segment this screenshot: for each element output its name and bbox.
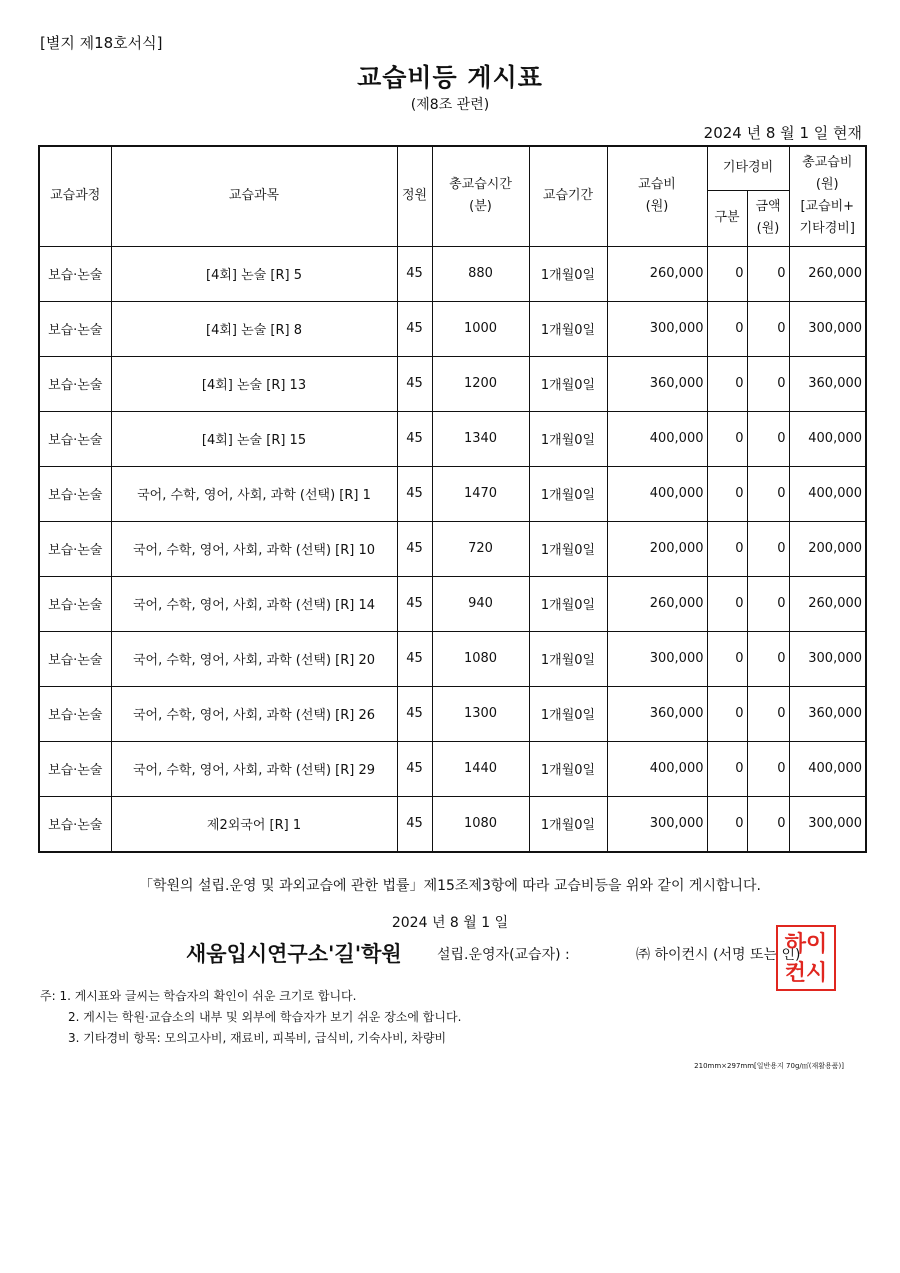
row-hours: 1300: [432, 686, 529, 741]
row-capacity: 45: [397, 246, 432, 301]
document-subtitle: (제8조 관련): [410, 97, 490, 113]
header-total-line3: [교습비+: [800, 199, 855, 215]
row-period: 1개월0일: [529, 576, 607, 631]
row-other-amount: 0: [747, 741, 789, 796]
fee-table-header: [39, 146, 866, 246]
header-total-line1: 총교습비: [802, 155, 853, 171]
footnotes: [40, 986, 461, 1049]
table-row: [39, 686, 866, 741]
operator-label: 설립.운영자(교습자) :: [437, 947, 570, 963]
header-hours-line2: (분): [469, 199, 492, 215]
row-fee: 300,000: [607, 631, 707, 686]
row-subject: [4회] 논술 [R] 15: [111, 411, 397, 466]
seal-line2: 컨시: [784, 961, 828, 986]
table-row: [39, 411, 866, 466]
header-hours: [432, 146, 529, 246]
row-subject: 국어, 수학, 영어, 사회, 과학 (선택) [R] 14: [111, 576, 397, 631]
row-other-amount: 0: [747, 631, 789, 686]
row-other-type: 0: [707, 576, 747, 631]
row-total: 260,000: [789, 576, 866, 631]
row-other-type: 0: [707, 521, 747, 576]
table-row: [39, 576, 866, 631]
row-hours: 1000: [432, 301, 529, 356]
row-other-type: 0: [707, 411, 747, 466]
row-course: 보습·논술: [39, 686, 111, 741]
header-other-amount-line2: (원): [756, 221, 780, 236]
fee-table: [38, 145, 867, 853]
row-course: 보습·논술: [39, 796, 111, 852]
table-row: [39, 521, 866, 576]
row-course: 보습·논술: [39, 576, 111, 631]
row-period: 1개월0일: [529, 686, 607, 741]
row-subject: 제2외국어 [R] 1: [111, 796, 397, 852]
row-capacity: 45: [397, 466, 432, 521]
row-capacity: 45: [397, 301, 432, 356]
header-other-type: 구분: [707, 190, 747, 246]
row-hours: 940: [432, 576, 529, 631]
row-other-type: 0: [707, 246, 747, 301]
row-subject: 국어, 수학, 영어, 사회, 과학 (선택) [R] 29: [111, 741, 397, 796]
row-fee: 260,000: [607, 576, 707, 631]
as-of-date: 2024 년 8 월 1 일 현재: [703, 124, 862, 142]
row-hours: 720: [432, 521, 529, 576]
footnote-2: 2. 게시는 학원·교습소의 내부 및 외부에 학습자가 보기 쉬운 장소에 합니다.: [68, 1010, 462, 1024]
row-capacity: 45: [397, 796, 432, 852]
posting-date: 2024 년 8 월 1 일: [391, 915, 509, 931]
row-period: 1개월0일: [529, 631, 607, 686]
header-hours-line1: 총교습시간: [449, 177, 512, 193]
paper-spec: 210mm×297mm[일반용지 70g/㎡(재활용품)]: [694, 1062, 844, 1070]
row-subject: [4회] 논술 [R] 13: [111, 356, 397, 411]
row-fee: 300,000: [607, 301, 707, 356]
row-hours: 1080: [432, 631, 529, 686]
row-other-amount: 0: [747, 301, 789, 356]
row-other-amount: 0: [747, 246, 789, 301]
footnote-3: 3. 기타경비 항목: 모의고사비, 재료비, 피복비, 급식비, 기숙사비, 차량비: [68, 1031, 447, 1045]
row-other-type: 0: [707, 631, 747, 686]
row-other-amount: 0: [747, 411, 789, 466]
header-other-expenses: 기타경비: [707, 146, 789, 190]
header-period: 교습기간: [529, 146, 607, 246]
row-fee: 300,000: [607, 796, 707, 852]
row-course: 보습·논술: [39, 466, 111, 521]
row-other-amount: 0: [747, 466, 789, 521]
row-total: 360,000: [789, 356, 866, 411]
row-course: 보습·논술: [39, 301, 111, 356]
row-hours: 1080: [432, 796, 529, 852]
row-total: 400,000: [789, 741, 866, 796]
legal-notice: 「학원의 설립.운영 및 과외교습에 관한 법률」제15조제3항에 따라 교습비등을 위와 같이 게시합니다.: [138, 878, 762, 894]
footnote-1: 주: 1. 게시표와 글씨는 학습자의 확인이 쉬운 크기로 합니다.: [40, 989, 357, 1003]
header-other-amount-line1: 금액: [755, 198, 781, 214]
row-other-amount: 0: [747, 521, 789, 576]
row-fee: 260,000: [607, 246, 707, 301]
row-hours: 1470: [432, 466, 529, 521]
row-period: 1개월0일: [529, 301, 607, 356]
row-course: 보습·논술: [39, 411, 111, 466]
row-subject: [4회] 논술 [R] 8: [111, 301, 397, 356]
row-total: 360,000: [789, 686, 866, 741]
table-row: [39, 631, 866, 686]
row-capacity: 45: [397, 521, 432, 576]
header-total: [789, 146, 866, 246]
header-fee-line2: (원): [645, 199, 669, 215]
row-other-type: 0: [707, 301, 747, 356]
company-seal: [776, 925, 836, 991]
row-capacity: 45: [397, 356, 432, 411]
table-row: [39, 466, 866, 521]
row-total: 200,000: [789, 521, 866, 576]
row-total: 300,000: [789, 631, 866, 686]
row-capacity: 45: [397, 741, 432, 796]
table-row: [39, 741, 866, 796]
header-course: 교습과정: [39, 146, 111, 246]
row-course: 보습·논술: [39, 521, 111, 576]
row-other-type: 0: [707, 686, 747, 741]
row-other-type: 0: [707, 741, 747, 796]
row-capacity: 45: [397, 631, 432, 686]
row-total: 300,000: [789, 796, 866, 852]
row-fee: 360,000: [607, 356, 707, 411]
row-fee: 400,000: [607, 411, 707, 466]
row-course: 보습·논술: [39, 246, 111, 301]
row-course: 보습·논술: [39, 741, 111, 796]
row-hours: 1440: [432, 741, 529, 796]
table-row: [39, 301, 866, 356]
header-subject: 교습과목: [111, 146, 397, 246]
header-fee-line1: 교습비: [638, 177, 676, 193]
row-subject: 국어, 수학, 영어, 사회, 과학 (선택) [R] 10: [111, 521, 397, 576]
table-row: [39, 356, 866, 411]
row-subject: 국어, 수학, 영어, 사회, 과학 (선택) [R] 20: [111, 631, 397, 686]
row-other-amount: 0: [747, 796, 789, 852]
seal-line1: 하이: [784, 932, 828, 957]
header-capacity: 정원: [397, 146, 432, 246]
row-other-amount: 0: [747, 576, 789, 631]
row-hours: 1340: [432, 411, 529, 466]
table-row: [39, 796, 866, 852]
operator-name: ㈜ 하이컨시 (서명 또는 인): [636, 947, 801, 963]
row-period: 1개월0일: [529, 411, 607, 466]
academy-name: 새움입시연구소'길'학원: [186, 942, 402, 966]
row-fee: 400,000: [607, 466, 707, 521]
row-capacity: 45: [397, 576, 432, 631]
row-other-amount: 0: [747, 356, 789, 411]
document-title: 교습비등 게시표: [357, 63, 543, 92]
row-subject: 국어, 수학, 영어, 사회, 과학 (선택) [R] 1: [111, 466, 397, 521]
header-total-line2: (원): [815, 177, 839, 193]
row-subject: 국어, 수학, 영어, 사회, 과학 (선택) [R] 26: [111, 686, 397, 741]
form-number: [별지 제18호서식]: [40, 34, 163, 52]
row-subject: [4회] 논술 [R] 5: [111, 246, 397, 301]
row-course: 보습·논술: [39, 631, 111, 686]
row-period: 1개월0일: [529, 521, 607, 576]
row-period: 1개월0일: [529, 246, 607, 301]
row-hours: 880: [432, 246, 529, 301]
row-total: 260,000: [789, 246, 866, 301]
header-total-line4: 기타경비]: [799, 221, 855, 237]
row-period: 1개월0일: [529, 466, 607, 521]
row-total: 300,000: [789, 301, 866, 356]
row-total: 400,000: [789, 466, 866, 521]
row-hours: 1200: [432, 356, 529, 411]
row-other-type: 0: [707, 796, 747, 852]
row-fee: 400,000: [607, 741, 707, 796]
row-course: 보습·논술: [39, 356, 111, 411]
header-other-amount: [747, 190, 789, 246]
row-period: 1개월0일: [529, 356, 607, 411]
row-period: 1개월0일: [529, 796, 607, 852]
row-other-type: 0: [707, 356, 747, 411]
header-fee: [607, 146, 707, 246]
row-fee: 360,000: [607, 686, 707, 741]
row-capacity: 45: [397, 411, 432, 466]
row-period: 1개월0일: [529, 741, 607, 796]
row-capacity: 45: [397, 686, 432, 741]
fee-table-body: [39, 246, 866, 852]
table-row: [39, 246, 866, 301]
row-other-type: 0: [707, 466, 747, 521]
row-other-amount: 0: [747, 686, 789, 741]
row-total: 400,000: [789, 411, 866, 466]
row-fee: 200,000: [607, 521, 707, 576]
